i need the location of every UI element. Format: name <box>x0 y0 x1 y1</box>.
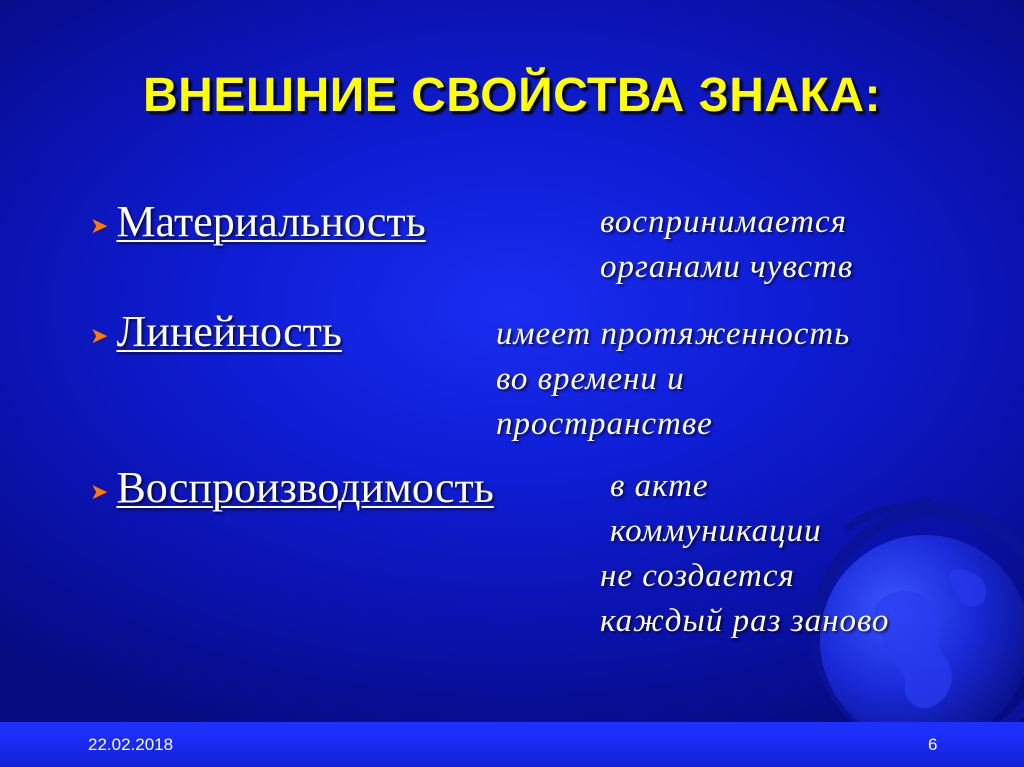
description-line: органами чувств <box>600 249 854 285</box>
arrow-bullet-icon: ➤ <box>90 324 109 349</box>
term-description <box>600 200 853 290</box>
term-label: Воспроизводимость <box>116 463 494 512</box>
description-line: воспринимается <box>600 204 847 240</box>
page-number: 6 <box>928 735 938 754</box>
description-line: пространстве <box>496 406 713 442</box>
slide-title: ВНЕШНИЕ СВОЙСТВА ЗНАКА: <box>143 69 881 122</box>
description-line: каждый раз заново <box>600 603 890 639</box>
list-item-materiality <box>90 196 426 247</box>
arrow-bullet-icon: ➤ <box>90 214 109 239</box>
term-label: Линейность <box>116 307 342 356</box>
arrow-bullet-icon: ➤ <box>90 480 109 505</box>
term-description <box>496 312 850 447</box>
term-label: Материальность <box>116 197 426 246</box>
description-line: не создается <box>600 558 795 594</box>
description-line: коммуникации <box>610 513 822 549</box>
description-line: во времени и <box>496 361 685 397</box>
term-description <box>600 464 889 644</box>
description-line: в акте <box>610 468 709 504</box>
list-item-reproducibility <box>90 462 494 513</box>
footer-date: 22.02.2018 <box>88 735 174 754</box>
list-item-linearity <box>90 306 342 357</box>
description-line: имеет протяженность <box>496 316 851 352</box>
